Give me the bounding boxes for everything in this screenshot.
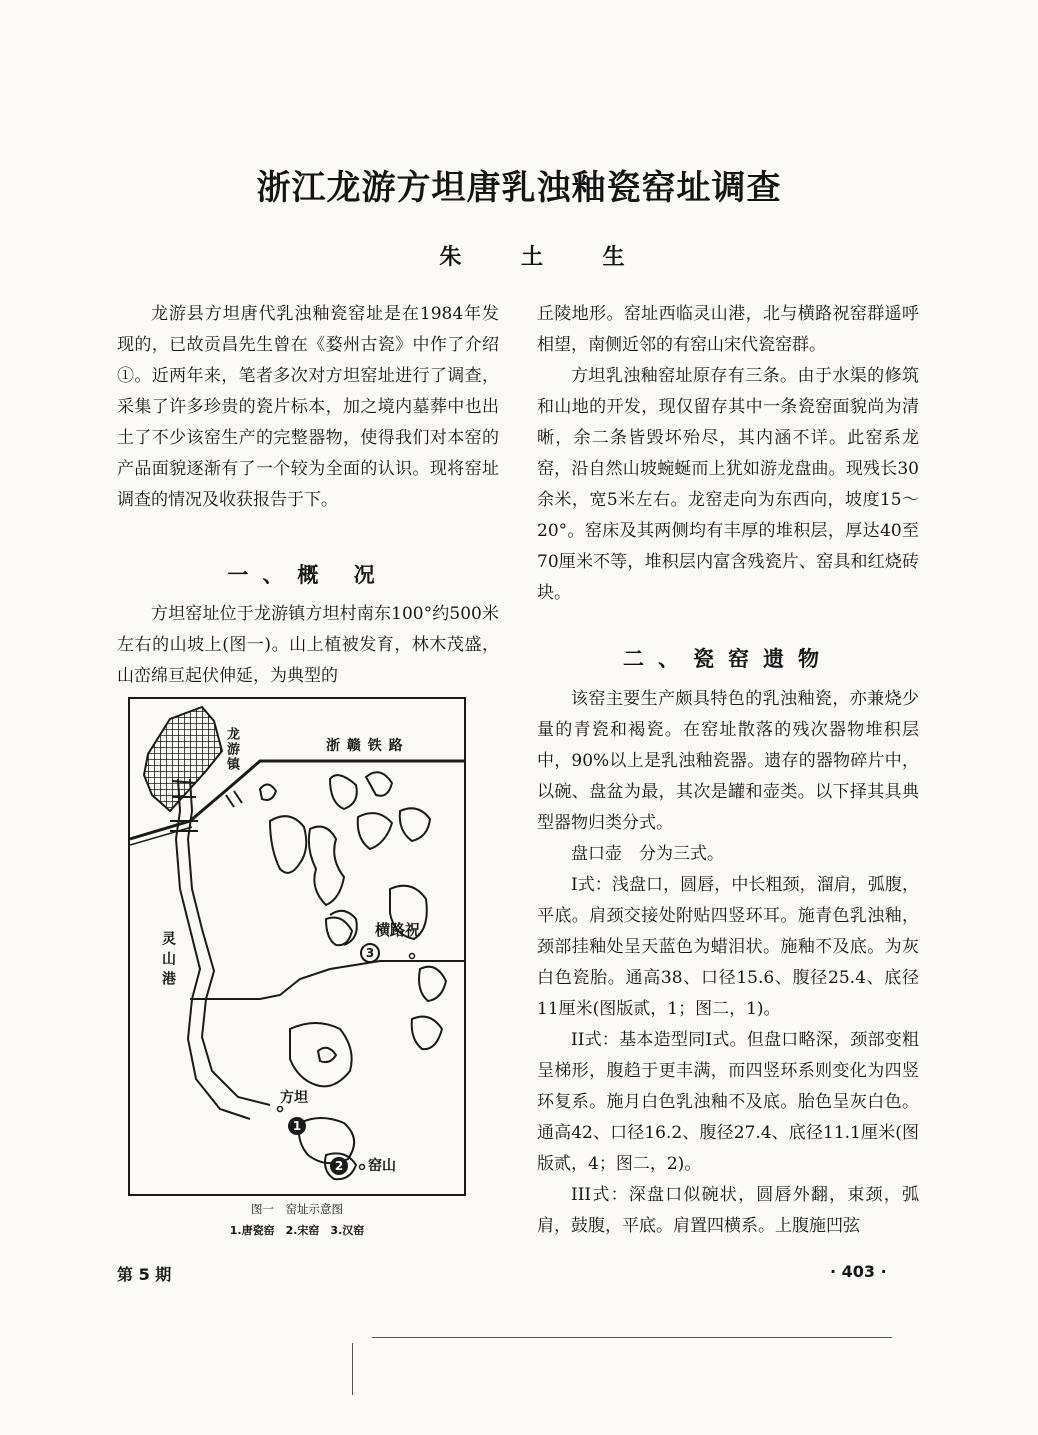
river-right-bank [188, 779, 270, 1105]
intro-paragraph: 龙游县方坦唐代乳浊釉瓷窑址是在1984年发现的，已故贡昌先生曾在《婺州古瓷》中作了介绍①。近两年来，笔者多次对方坦窑址进行了调查，采集了许多珍贵的瓷片标本，加之境内墓葬中也出土了不少该窑生产的完整器物，使得我们对本窑的产品面貌逐渐有了一个较为全面的认识。现将窑址调查的情况及收获报告于下。 [117, 304, 499, 510]
products-paragraph: 该窑主要生产颇具特色的乳浊釉瓷，亦兼烧少量的青瓷和褐瓷。在窑址散落的残次器物堆积层中，90%以上是乳浊釉瓷器。遗存的器物碎片中，以碗、盘盆为最，其次是罐和壶类。以下择其具典型器物归类分式。 [537, 689, 919, 833]
continued-paragraph: 丘陵地形。窑址西临灵山港，北与横路祝窑群遥呼相望，南侧近邻的有窑山宋代瓷窑群。 [537, 304, 919, 355]
type-2-paragraph: II式：基本造型同I式。但盘口略深，颈部变粗呈梯形，腹趋于更丰满，而四竖环系则变化为四竖环复系。施月白色乳浊釉不及底。胎色呈灰白色。通高42、口径16.2、腹径27.4、底径11.1厘米(图版贰，4；图二，2)。 [537, 1030, 919, 1174]
site-map-figure [128, 697, 466, 1196]
site-marker-1: 1 [288, 1117, 306, 1135]
map-label-river: 灵山港 [160, 931, 176, 991]
map-label-railway: 浙 赣 铁 路 [326, 738, 404, 754]
section1-paragraph: 方坦窑址位于龙游镇方坦村南东100°约500米左右的山坡上(图一)。山上植被发育，林木茂盛，山峦绵亘起伏伸延，为典型的 [117, 604, 499, 686]
type-3-paragraph: III式：深盘口似碗状，圆唇外翻，束颈，弧肩，鼓腹，平底。肩置四横系。上腹施凹弦 [537, 1185, 919, 1236]
article-author: 朱 土 生 [439, 245, 651, 270]
left-column-intro [117, 299, 499, 516]
article-title: 浙江龙游方坦唐乳浊釉瓷窑址调查 [256, 168, 782, 208]
figure-caption [118, 1198, 476, 1242]
map-label-henglu: 横路祝 [375, 921, 421, 939]
section2-heading: 二、瓷窑遗物 [623, 647, 833, 671]
map-label-fangtan: 方坦 [280, 1090, 308, 1106]
left-column-section1 [117, 599, 499, 692]
page-number: · 403 · [830, 1262, 887, 1281]
town-area [144, 707, 222, 811]
figure-caption-title: 图一 窑址示意图 [251, 1202, 343, 1216]
kiln-description-paragraph: 方坦乳浊釉窑址原存有三条。由于水渠的修筑和山地的开发，现仅留存其中一条瓷窑面貌尚为清晰，余二条皆毁坏殆尽，其内涵不详。此窑系龙窑，沿自然山坡蜿蜒而上犹如游龙盘曲。现残长30余米，宽5米左右。龙窑走向为东西向，坡度15～20°。窑床及其两侧均有丰厚的堆积层，厚达40至70厘米不等，堆积层内富含残瓷片、窑具和红烧砖块。 [537, 366, 919, 603]
scan-artifact-line [372, 1337, 892, 1338]
right-column-lower [537, 684, 919, 1242]
map-label-yaoshan: 窑山 [368, 1158, 396, 1174]
figure-caption-legend: 1.唐瓷窑 2.宋窑 3.汉窑 [229, 1224, 365, 1237]
ewer-heading-paragraph: 盘口壶 分为三式。 [571, 844, 724, 864]
section1-heading: 一、概 况 [227, 563, 389, 587]
site-marker-2: 2 [330, 1157, 348, 1175]
map-label-town: 龙游镇 [224, 727, 239, 772]
issue-number: 第 5 期 [117, 1265, 172, 1284]
right-column-upper [537, 299, 919, 609]
site-marker-3: 3 [360, 943, 380, 963]
scan-artifact-mark [352, 1343, 353, 1395]
type-1-paragraph: I式：浅盘口，圆唇，中长粗颈，溜肩，弧腹，平底。肩颈交接处附贴四竖环耳。施青色乳浊釉，颈部挂釉处呈天蓝色为蜡泪状。施釉不及底。为灰白色瓷胎。通高38、口径15.6、腹径25.4、底径11厘米(图版贰，1；图二，1)。 [537, 875, 919, 1019]
